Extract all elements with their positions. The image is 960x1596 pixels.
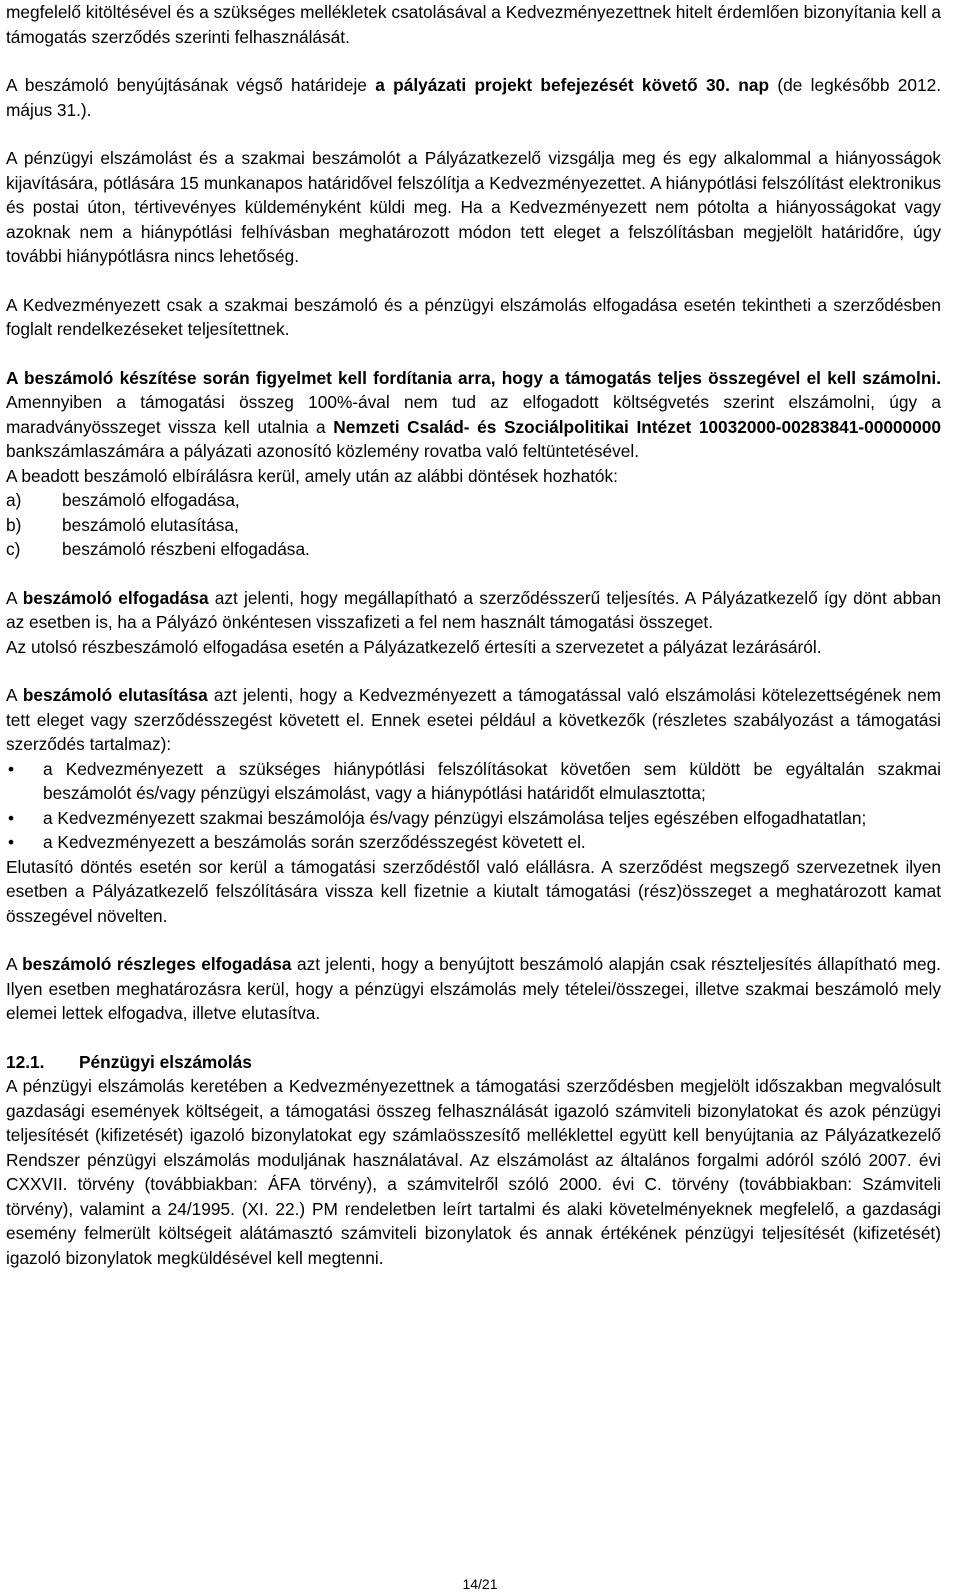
list-item-text: beszámoló részbeni elfogadása. (62, 539, 310, 559)
paragraph-partial-acceptance (6, 952, 941, 1026)
paragraph-completion: A Kedvezményezett csak a szakmai beszámoló és a pénzügyi elszámolás elfogadása esetén tekintheti a szerződésben foglalt rendelkezéseket teljesítettnek. (6, 294, 941, 339)
list-item (6, 513, 941, 538)
spacer (6, 122, 941, 146)
rejection-cases-list (6, 757, 941, 855)
paragraph-withdrawal: Elutasító döntés esetén sor kerül a támogatási szerződéstől való elállásra. A szerződést megszegő szervezetnek ilyen esetben a Pályázatkezelő felszólítására vissza kell fizetnie a kiutalt támogatási (rész)összeget a meghatározott kamat összegével növelten. (6, 856, 941, 926)
deadline-text-start: A beszámoló benyújtásának végső határideje (6, 75, 376, 95)
spacer (6, 928, 941, 952)
paragraph-acceptance (6, 586, 941, 635)
section-title: Pénzügyi elszámolás (79, 1051, 252, 1072)
list-item (6, 537, 941, 562)
spacer (6, 342, 941, 366)
partial-emphasis: beszámoló részleges elfogadása (22, 954, 292, 974)
list-item (6, 488, 941, 513)
acceptance-emphasis: beszámoló elfogadása (22, 587, 209, 608)
decisions-list (6, 488, 941, 562)
list-item-text: a Kedvezményezett szakmai beszámolója és/vagy pénzügyi elszámolása teljes egészében elfogadhatatlan; (43, 807, 867, 828)
list-item (6, 830, 941, 855)
list-item-text: a Kedvezményezett a szükséges hiánypótlási felszólításokat követően sem küldött be egyáltalán szakmai beszámolót és/vagy pénzügyi elszámolást, vagy a hiánypótlási határidőt elmulasztotta; (43, 758, 941, 803)
deadline-text-end: (de legkésőbb 2012. május 31.). (6, 75, 941, 120)
list-item-text: a Kedvezményezett a beszámolás során szerződésszegést követett el. (43, 832, 586, 852)
deadline-emphasis: a pályázati projekt befejezését követő 30. nap (375, 75, 770, 95)
paragraph-deadline (6, 73, 941, 122)
spacer (6, 269, 941, 293)
bullet-icon: • (8, 807, 15, 828)
paragraph-decisions-intro: A beadott beszámoló elbírálásra kerül, amely után az alábbi döntések hozhatók: (6, 465, 618, 486)
spacer (6, 659, 941, 683)
bullet-icon: • (8, 758, 15, 779)
document-page (6, 0, 941, 1270)
rejection-text-start: A (6, 685, 23, 705)
partial-text-start: A (6, 954, 23, 974)
acceptance-text: azt jelenti, hogy megállapítható a szerződésszerű teljesítés. A Pályázatkezelő így dönt abban az esetben is, ha a Pályázó önkéntesen visszafizeti a fel nem használt támogatási összeget. (6, 587, 942, 632)
section-heading (6, 1050, 941, 1075)
section-number: 12.1. (6, 1051, 45, 1072)
paragraph-review: A pénzügyi elszámolást és a szakmai beszámolót a Pályázatkezelő vizsgálja meg és egy alkalommal a hiányosságok kijavítására, pótlására 15 munkanapos határidővel felszólítja a Kedvezményezettet. A hiánypótlási felszólítást elektronikus és postai úton, tértivevényes küldeményként küldi meg. Ha a Kedvezményezett nem pótolta a hiányosságokat vagy azoknak nem a hiánypótlási felhívásban meghatározott módon tett eleget a felszólításban megjelölt határidőre, úgy további hiánypótlásra nincs lehetőség. (6, 148, 941, 266)
list-marker: a) (6, 490, 22, 510)
list-item-text: beszámoló elfogadása, (62, 490, 240, 510)
bank-account-emphasis: Nemzeti Család- és Szociálpolitikai Intézet 10032000-00283841-00000000 (333, 416, 941, 437)
paragraph-rejection (6, 683, 941, 757)
spacer (6, 562, 941, 586)
full-amount-text: Amennyiben a támogatási összeg 100%-ával nem tud az elfogadott költségvetés szerint elszámolni, úgy a maradványösszeget vissza kell utalnia a (6, 392, 941, 437)
spacer (6, 49, 941, 73)
full-amount-emphasis: A beszámoló készítése során figyelmet kell fordítania arra, hogy a támogatás teljes összegével el kell számolni. (6, 367, 941, 388)
partial-text: azt jelenti, hogy a benyújtott beszámoló alapján csak részteljesítés állapítható meg. Ilyen esetben meghatározásra kerül, hogy a pénzügyi elszámolás mely tételei/összegei, illetve szakmai beszámoló mely elemei lettek elfogadva, illetve elutasítva. (6, 954, 941, 1023)
paragraph-intro: megfelelő kitöltésével és a szükséges mellékletek csatolásával a Kedvezményezettnek hitelt érdemlően bizonyítania kell a támogatás szerződés szerinti felhasználását. (6, 2, 941, 47)
rejection-text: azt jelenti, hogy a Kedvezményezett a támogatással való elszámolási kötelezettségének nem tett eleget vagy szerződésszegést követett el. Ennek esetei például a következők (részletes szabályozást a támogatási szerződés tartalmaz): (6, 685, 941, 754)
full-amount-text-end: bankszámlaszámára a pályázati azonosító közlemény rovatba való feltüntetésével. (6, 441, 640, 461)
list-item (6, 757, 941, 806)
spacer (6, 1026, 941, 1050)
bullet-icon: • (8, 832, 15, 852)
acceptance-text-start: A (6, 587, 23, 608)
list-marker: b) (6, 514, 22, 535)
paragraph-final-report: Az utolsó részbeszámoló elfogadása esetén a Pályázatkezelő értesíti a szervezetet a pályázat lezárásáról. (6, 636, 822, 657)
paragraph-full-amount (6, 366, 941, 464)
rejection-emphasis: beszámoló elutasítása (22, 685, 208, 705)
paragraph-financial-settlement: A pénzügyi elszámolás keretében a Kedvezményezettnek a támogatási szerződésben megjelölt időszakban megvalósult gazdasági események költségeit, a támogatási összeg felhasználását igazoló számviteli bizonylatokat és azok pénzügyi teljesítését (kifizetését) igazoló bizonylatokat egy számlaösszesítő melléklettel együtt kell benyújtania az Pályázatkezelő Rendszer pénzügyi elszámolás moduljának használatával. Az elszámolást az általános forgalmi adóról szóló 2007. évi CXXVII. törvény (továbbiakban: ÁFA törvény), a számvitelről szóló 2000. évi C. törvény (továbbiakban: Számviteli törvény), valamint a 24/1995. (XI. 22.) PM rendeletben leírt tartalmi és alaki követelményeknek megfelelő, a gazdasági esemény felmerült költségeit alátámasztó számviteli bizonylatok és annak értékének pénzügyi teljesítését (kifizetését) igazoló bizonylatok megküldésével kell megtenni. (6, 1076, 941, 1268)
list-marker: c) (6, 539, 21, 559)
list-item (6, 806, 941, 831)
list-item-text: beszámoló elutasítása, (62, 514, 239, 535)
page-number: 14/21 (462, 1576, 498, 1592)
